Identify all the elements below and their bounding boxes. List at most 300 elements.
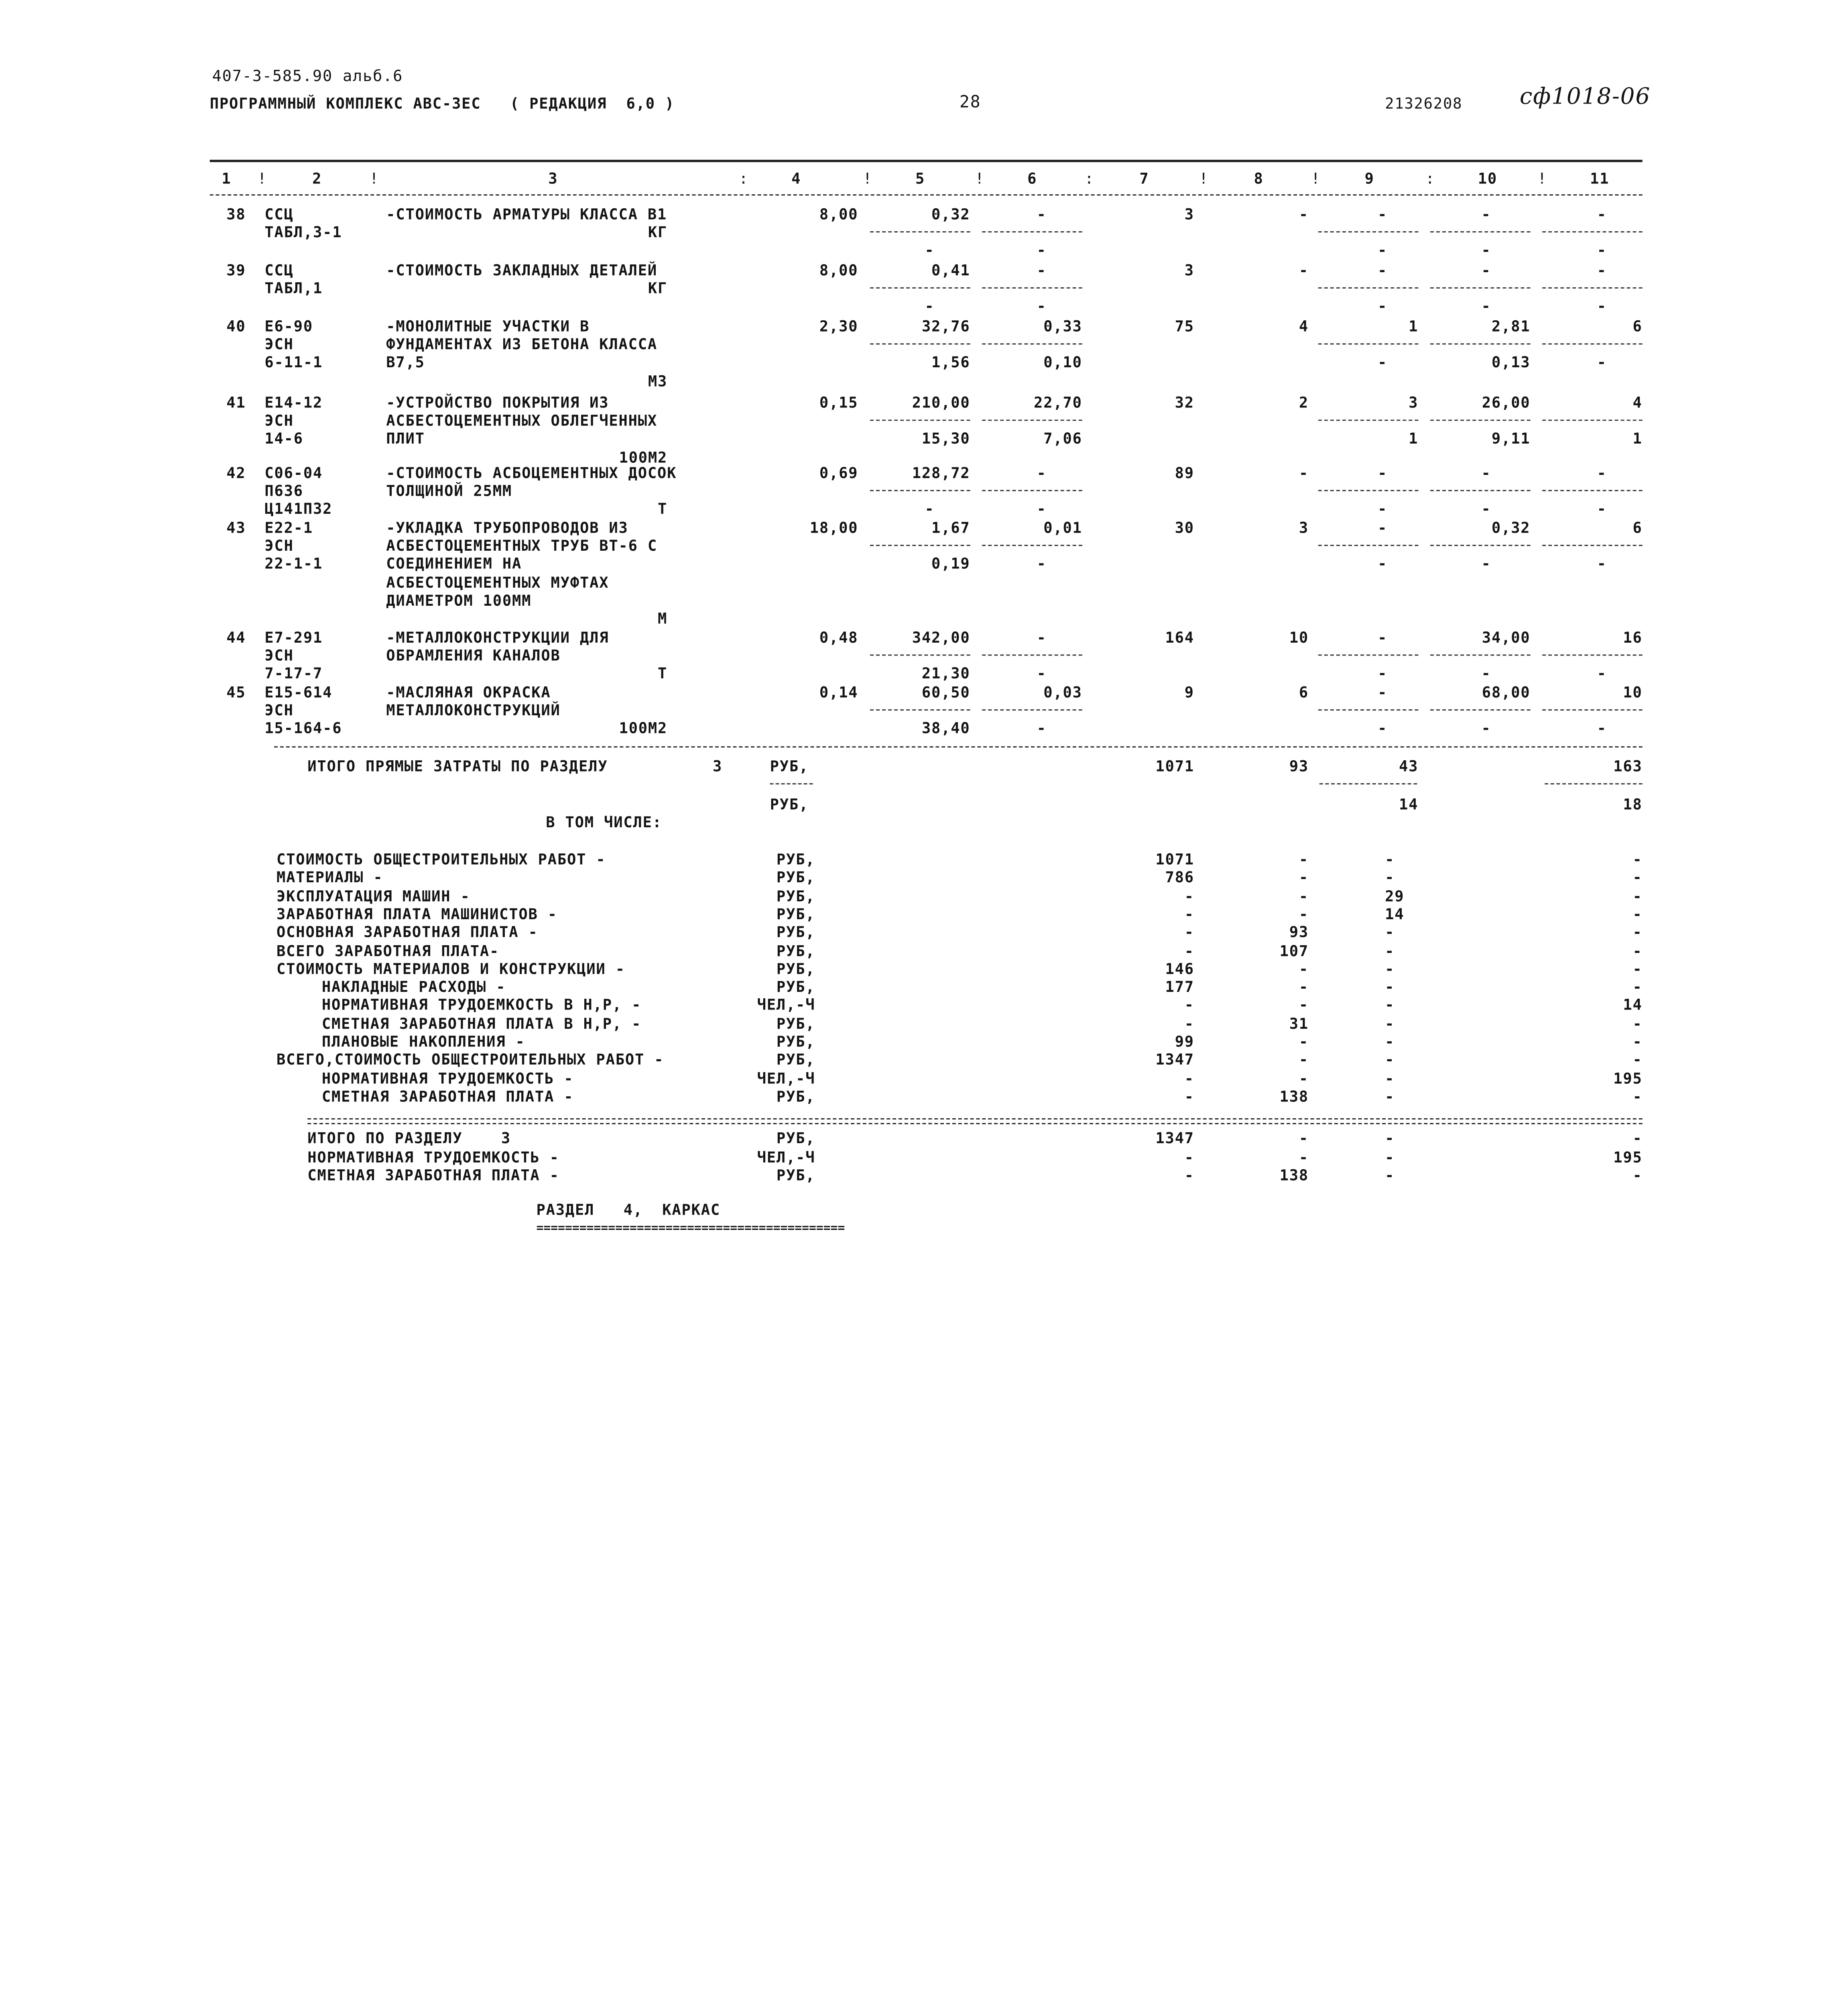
summary-unit: РУБ, xyxy=(776,1032,815,1050)
item-c8: - xyxy=(1299,464,1309,482)
cell-divider xyxy=(982,490,1082,491)
item-c6: 22,70 xyxy=(1034,393,1082,411)
item-c5: 1,67 xyxy=(931,518,970,537)
summary-c11: - xyxy=(1633,959,1643,977)
next-section-underline: =========================================== xyxy=(536,1222,845,1235)
program-title: ПРОГРАММНЫЙ КОМПЛЕКС АВС-3ЕС ( РЕДАКЦИЯ 6,0 ) xyxy=(209,94,675,112)
column-header-4: 4 xyxy=(791,169,801,187)
summary-unit: РУБ, xyxy=(776,886,815,905)
item-c6-2: - xyxy=(1037,719,1047,737)
summary-c11: - xyxy=(1633,1050,1643,1069)
column-separator: ! xyxy=(1311,169,1321,187)
item-c5: 32,76 xyxy=(921,317,970,335)
column-separator: ! xyxy=(1537,169,1547,187)
cell-divider xyxy=(1318,545,1418,546)
item-unit: КГ xyxy=(648,279,668,297)
summary-c8: - xyxy=(1299,868,1309,886)
summary-c9: - xyxy=(1385,868,1395,886)
item-number: 40 xyxy=(226,317,246,335)
item-code: ТАБЛ,1 xyxy=(264,279,323,297)
summary-c8: - xyxy=(1299,1069,1309,1087)
item-code: ЭСН xyxy=(264,646,294,664)
section-total-c8: - xyxy=(1299,1129,1309,1147)
direct-total-c8: 93 xyxy=(1289,757,1309,775)
summary-c7: - xyxy=(1184,923,1194,941)
handwritten-reference: сф1018-06 xyxy=(1519,83,1651,110)
column-header-2: 2 xyxy=(312,169,322,187)
item-c8: - xyxy=(1299,261,1309,279)
item-c6: - xyxy=(1037,628,1047,646)
item-c11-2: - xyxy=(1597,664,1607,683)
summary-unit: РУБ, xyxy=(776,941,815,959)
item-c10-2: - xyxy=(1481,555,1491,573)
item-unit: КГ xyxy=(648,223,668,241)
item-unit: Т xyxy=(658,664,668,683)
item-c9-2: - xyxy=(1378,555,1388,573)
item-name: ФУНДАМЕНТАХ ИЗ БЕТОНА КЛАССА xyxy=(386,335,658,353)
summary-c11: - xyxy=(1633,850,1643,868)
item-c11: 10 xyxy=(1623,683,1643,701)
item-name: ДИАМЕТРОМ 100ММ xyxy=(386,591,532,609)
summary-label: МАТЕРИАЛЫ - xyxy=(276,868,383,886)
summary-c7: 146 xyxy=(1165,959,1194,977)
item-code: ССЦ xyxy=(264,261,294,279)
summary-label: СТОИМОСТЬ ОБЩЕСТРОИТЕЛЬНЫХ РАБОТ - xyxy=(276,850,606,868)
column-separator: ! xyxy=(369,169,379,187)
item-name: ОБРАМЛЕНИЯ КАНАЛОВ xyxy=(386,646,561,664)
item-c11-2: 1 xyxy=(1633,429,1643,448)
summary-c8: - xyxy=(1299,959,1309,977)
summary-c11: - xyxy=(1633,886,1643,905)
summary-label: НАКЛАДНЫЕ РАСХОДЫ - xyxy=(321,977,506,996)
item-c10: - xyxy=(1481,205,1491,223)
item-c11-2: - xyxy=(1597,241,1607,259)
summary-unit: РУБ, xyxy=(776,977,815,996)
item-c10-2: - xyxy=(1481,297,1491,316)
summary-unit: ЧЕЛ,-Ч xyxy=(757,1069,815,1087)
summary-unit: РУБ, xyxy=(776,1014,815,1032)
item-c10-2: - xyxy=(1481,500,1491,518)
cell-divider xyxy=(1542,420,1642,421)
item-c10-2: 9,11 xyxy=(1491,429,1531,448)
item-c9: - xyxy=(1378,683,1388,701)
cell-divider xyxy=(1542,232,1642,233)
summary-c9: - xyxy=(1385,1032,1395,1050)
item-c10: 2,81 xyxy=(1491,317,1531,335)
item-c6: 0,01 xyxy=(1043,518,1082,537)
cell-divider xyxy=(1318,420,1418,421)
summary-c11: - xyxy=(1633,868,1643,886)
section-total-c11: - xyxy=(1633,1166,1643,1184)
item-c10: - xyxy=(1481,261,1491,279)
item-c5-2: - xyxy=(925,500,935,518)
summary-unit: РУБ, xyxy=(776,959,815,977)
item-c6-2: 0,10 xyxy=(1043,353,1082,371)
item-c10: - xyxy=(1481,464,1491,482)
item-c9-2: 1 xyxy=(1409,429,1419,448)
item-code: 14-6 xyxy=(264,429,303,448)
item-code: Е7-291 xyxy=(264,628,323,646)
item-c5: 342,00 xyxy=(912,628,970,646)
cell-divider xyxy=(982,232,1082,233)
summary-label: СТОИМОСТЬ МАТЕРИАЛОВ И КОНСТРУКЦИИ - xyxy=(276,959,625,977)
item-unit: М xyxy=(658,609,668,627)
item-c11-2: - xyxy=(1597,500,1607,518)
summary-unit: РУБ, xyxy=(776,850,815,868)
summary-c7: 1347 xyxy=(1155,1050,1194,1069)
item-code: П636 xyxy=(264,482,303,500)
item-code: ЭСН xyxy=(264,411,294,429)
column-separator: ! xyxy=(1199,169,1209,187)
item-c8: 4 xyxy=(1299,317,1309,335)
direct-total-section: 3 xyxy=(713,757,723,775)
cell-divider xyxy=(1318,490,1418,491)
item-c4: 8,00 xyxy=(819,205,858,223)
summary-c8: 107 xyxy=(1279,941,1309,959)
summary-c11: - xyxy=(1633,1014,1643,1032)
item-c9-2: - xyxy=(1378,664,1388,683)
item-c6-2: - xyxy=(1037,241,1047,259)
summary-label: ЗАРАБОТНАЯ ПЛАТА МАШИНИСТОВ - xyxy=(276,904,557,923)
column-separator: : xyxy=(1084,169,1094,187)
summary-c8: - xyxy=(1299,1032,1309,1050)
item-c7: 164 xyxy=(1165,628,1194,646)
cell-divider xyxy=(982,344,1082,345)
next-section-title: РАЗДЕЛ 4, КАРКАС xyxy=(536,1200,721,1219)
cell-divider xyxy=(1430,287,1530,289)
summary-c11: - xyxy=(1633,1032,1643,1050)
summary-c11: - xyxy=(1633,1087,1643,1105)
summary-c7: 1071 xyxy=(1155,850,1194,868)
summary-c9: - xyxy=(1385,996,1395,1014)
summary-c7: 99 xyxy=(1175,1032,1194,1050)
item-c7: 89 xyxy=(1175,464,1194,482)
cell-divider xyxy=(1542,344,1642,345)
item-c5: 0,41 xyxy=(931,261,970,279)
item-unit: 100М2 xyxy=(619,719,668,737)
column-header-5: 5 xyxy=(915,169,925,187)
summary-c8: - xyxy=(1299,996,1309,1014)
item-c5-2: 38,40 xyxy=(921,719,970,737)
item-c5: 210,00 xyxy=(912,393,970,411)
summary-label: ВСЕГО,СТОИМОСТЬ ОБЩЕСТРОИТЕЛЬНЫХ РАБОТ - xyxy=(276,1050,664,1069)
item-c4: 18,00 xyxy=(809,518,858,537)
cell-divider xyxy=(1318,710,1418,711)
cell-divider xyxy=(870,490,970,491)
items-end-rule xyxy=(274,746,1643,747)
item-c9: - xyxy=(1378,205,1388,223)
document-code: 21326208 xyxy=(1385,94,1463,112)
summary-c8: - xyxy=(1299,904,1309,923)
item-c4: 2,30 xyxy=(819,317,858,335)
cell-divider xyxy=(1542,490,1642,491)
section-total-label: ИТОГО ПО РАЗДЕЛУ 3 xyxy=(307,1129,511,1147)
summary-c9: 29 xyxy=(1385,886,1405,905)
item-c9-2: - xyxy=(1378,500,1388,518)
item-c9-2: - xyxy=(1378,241,1388,259)
column-header-9: 9 xyxy=(1364,169,1374,187)
item-c10: 34,00 xyxy=(1482,628,1531,646)
cell-divider xyxy=(1430,490,1530,491)
item-number: 41 xyxy=(226,393,246,411)
cell-divider xyxy=(1542,287,1642,289)
item-c7: 30 xyxy=(1175,518,1194,537)
item-c7: 32 xyxy=(1175,393,1194,411)
item-code: С06-04 xyxy=(264,464,323,482)
section-total-unit: РУБ, xyxy=(776,1166,815,1184)
cell-divider xyxy=(870,420,970,421)
item-name: АСБЕСТОЦЕМЕНТНЫХ ОБЛЕГЧЕННЫХ xyxy=(386,411,658,429)
summary-c9: - xyxy=(1385,977,1395,996)
item-c9: - xyxy=(1378,628,1388,646)
item-c10: 0,32 xyxy=(1491,518,1531,537)
cell-divider xyxy=(1430,232,1530,233)
direct-total-c11: 163 xyxy=(1613,757,1643,775)
cell-divider xyxy=(1318,232,1418,233)
item-name: -УКЛАДКА ТРУБОПРОВОДОВ ИЗ xyxy=(386,518,628,537)
item-c8: 2 xyxy=(1299,393,1309,411)
section-total-c8: - xyxy=(1299,1147,1309,1166)
item-c9: - xyxy=(1378,464,1388,482)
cell-divider xyxy=(870,232,970,233)
item-c8: 6 xyxy=(1299,683,1309,701)
summary-label: СМЕТНАЯ ЗАРАБОТНАЯ ПЛАТА - xyxy=(321,1087,574,1105)
cell-divider xyxy=(982,710,1082,711)
summary-c11: - xyxy=(1633,923,1643,941)
item-unit: 100М2 xyxy=(619,448,668,466)
cell-divider xyxy=(982,655,1082,656)
section-total-top-rule-2 xyxy=(307,1123,1642,1124)
item-code: ЭСН xyxy=(264,537,294,555)
item-c9: - xyxy=(1378,261,1388,279)
item-unit: М3 xyxy=(648,371,668,389)
column-header-8: 8 xyxy=(1254,169,1264,187)
item-c5-2: 21,30 xyxy=(921,664,970,683)
item-c8: 3 xyxy=(1299,518,1309,537)
summary-c8: 93 xyxy=(1289,923,1309,941)
item-c11: - xyxy=(1597,261,1607,279)
section-total-c11: 195 xyxy=(1613,1147,1643,1166)
section-total-unit: РУБ, xyxy=(776,1129,815,1147)
item-code: ЭСН xyxy=(264,701,294,719)
cell-divider xyxy=(1430,344,1530,345)
column-header-10: 10 xyxy=(1478,169,1498,187)
item-c10: 26,00 xyxy=(1482,393,1531,411)
item-code: 15-164-6 xyxy=(264,719,342,737)
column-header-11: 11 xyxy=(1590,169,1610,187)
cell-divider xyxy=(982,420,1082,421)
item-c7: 3 xyxy=(1184,205,1194,223)
item-c5-2: 0,19 xyxy=(931,555,970,573)
direct-total-c9: 43 xyxy=(1399,757,1419,775)
item-c10-2: - xyxy=(1481,719,1491,737)
cell-divider xyxy=(870,344,970,345)
column-separator: : xyxy=(1425,169,1435,187)
item-c6: - xyxy=(1037,464,1047,482)
summary-c8: 31 xyxy=(1289,1014,1309,1032)
item-c11-2: - xyxy=(1597,297,1607,316)
summary-c7: 177 xyxy=(1165,977,1194,996)
item-number: 42 xyxy=(226,464,246,482)
item-c11: 4 xyxy=(1633,393,1643,411)
section-total-c9: - xyxy=(1385,1166,1395,1184)
cell-divider xyxy=(1430,655,1530,656)
item-name: СОЕДИНЕНИЕМ НА xyxy=(386,555,522,573)
item-name: -СТОИМОСТЬ ЗАКЛАДНЫХ ДЕТАЛЕЙ xyxy=(386,261,658,279)
item-code: 7-17-7 xyxy=(264,664,323,683)
summary-c11: - xyxy=(1633,941,1643,959)
summary-label: ЭКСПЛУАТАЦИЯ МАШИН - xyxy=(276,886,470,905)
item-name: -СТОИМОСТЬ АСБОЦЕМЕНТНЫХ ДОСОК xyxy=(386,464,677,482)
item-c5: 0,32 xyxy=(931,205,970,223)
item-name: АСБЕСТОЦЕМЕНТНЫХ МУФТАХ xyxy=(386,573,609,591)
section-total-c7: 1347 xyxy=(1155,1129,1194,1147)
summary-unit: ЧЕЛ,-Ч xyxy=(757,996,815,1014)
item-name: -МЕТАЛЛОКОНСТРУКЦИИ ДЛЯ xyxy=(386,628,609,646)
column-separator: ! xyxy=(863,169,873,187)
cell-divider xyxy=(982,545,1082,546)
summary-c8: - xyxy=(1299,1050,1309,1069)
direct-total-c7: 1071 xyxy=(1155,757,1194,775)
item-name: -УСТРОЙСТВО ПОКРЫТИЯ ИЗ xyxy=(386,393,609,411)
section-total-c7: - xyxy=(1184,1147,1194,1166)
item-c10-2: 0,13 xyxy=(1491,353,1531,371)
item-number: 43 xyxy=(226,518,246,537)
item-c11: 6 xyxy=(1633,317,1643,335)
summary-label: ВСЕГО ЗАРАБОТНАЯ ПЛАТА- xyxy=(276,941,500,959)
item-number: 39 xyxy=(226,261,246,279)
cell-divider xyxy=(1318,287,1418,289)
item-c10-2: - xyxy=(1481,664,1491,683)
item-name: -МАСЛЯНАЯ ОКРАСКА xyxy=(386,683,551,701)
summary-label: НОРМАТИВНАЯ ТРУДОЕМКОСТЬ В Н,Р, - xyxy=(321,996,642,1014)
item-c11: 6 xyxy=(1633,518,1643,537)
summary-unit: РУБ, xyxy=(776,904,815,923)
summary-c7: - xyxy=(1184,1069,1194,1087)
summary-c7: - xyxy=(1184,886,1194,905)
item-c6: 0,33 xyxy=(1043,317,1082,335)
summary-c8: - xyxy=(1299,850,1309,868)
item-c11: - xyxy=(1597,205,1607,223)
item-c5: 60,50 xyxy=(921,683,970,701)
item-number: 44 xyxy=(226,628,246,646)
item-c8: 10 xyxy=(1289,628,1309,646)
section-total-c8: 138 xyxy=(1279,1166,1309,1184)
item-unit: Т xyxy=(658,500,668,518)
item-code: ЭСН xyxy=(264,335,294,353)
summary-label: СМЕТНАЯ ЗАРАБОТНАЯ ПЛАТА В Н,Р, - xyxy=(321,1014,642,1032)
item-c5-2: 1,56 xyxy=(931,353,970,371)
section-total-top-rule xyxy=(307,1118,1642,1120)
summary-c9: - xyxy=(1385,923,1395,941)
summary-c9: 14 xyxy=(1385,904,1405,923)
cell-divider xyxy=(1430,420,1530,421)
album-reference: 407-3-585.90 альб.6 xyxy=(212,68,403,86)
summary-c8: - xyxy=(1299,977,1309,996)
summary-c8: 138 xyxy=(1279,1087,1309,1105)
column-separator: ! xyxy=(257,169,267,187)
cell-divider xyxy=(1318,344,1418,345)
column-header-rule xyxy=(210,194,1643,195)
item-c7: 9 xyxy=(1184,683,1194,701)
summary-c9: - xyxy=(1385,1087,1395,1105)
column-separator: ! xyxy=(975,169,985,187)
item-c6-2: - xyxy=(1037,297,1047,316)
table-top-rule xyxy=(210,160,1643,162)
item-c11: - xyxy=(1597,464,1607,482)
direct-total-label: ИТОГО ПРЯМЫЕ ЗАТРАТЫ ПО РАЗДЕЛУ xyxy=(307,757,608,775)
item-c5: 128,72 xyxy=(912,464,970,482)
item-c4: 8,00 xyxy=(819,261,858,279)
column-header-3: 3 xyxy=(548,169,558,187)
direct-total-c9-rule xyxy=(1319,783,1417,784)
item-c6-2: 7,06 xyxy=(1043,429,1082,448)
item-c4: 0,14 xyxy=(819,683,858,701)
summary-c7: 786 xyxy=(1165,868,1194,886)
summary-c9: - xyxy=(1385,1050,1395,1069)
item-c9-2: - xyxy=(1378,719,1388,737)
section-total-c9: - xyxy=(1385,1147,1395,1166)
item-name: МЕТАЛЛОКОНСТРУКЦИЙ xyxy=(386,701,561,719)
page-number: 28 xyxy=(959,93,981,112)
section-total-label: НОРМАТИВНАЯ ТРУДОЕМКОСТЬ - xyxy=(307,1147,559,1166)
item-c11: 16 xyxy=(1623,628,1643,646)
direct-total-unit-rule xyxy=(770,783,813,784)
summary-c11: 14 xyxy=(1623,996,1643,1014)
column-separator: : xyxy=(739,169,749,187)
section-total-c11: - xyxy=(1633,1129,1643,1147)
item-c9: - xyxy=(1378,518,1388,537)
item-c6: - xyxy=(1037,205,1047,223)
item-name: АСБЕСТОЦЕМЕНТНЫХ ТРУБ ВТ-6 С xyxy=(386,537,658,555)
item-c6-2: - xyxy=(1037,555,1047,573)
item-c4: 0,69 xyxy=(819,464,858,482)
summary-unit: РУБ, xyxy=(776,868,815,886)
summary-label: ОСНОВНАЯ ЗАРАБОТНАЯ ПЛАТА - xyxy=(276,923,538,941)
item-c10: 68,00 xyxy=(1482,683,1531,701)
item-code: Ц141П32 xyxy=(264,500,333,518)
item-c11-2: - xyxy=(1597,719,1607,737)
section-total-unit: ЧЕЛ,-Ч xyxy=(757,1147,815,1166)
item-c6-2: - xyxy=(1037,500,1047,518)
summary-c7: - xyxy=(1184,904,1194,923)
item-name: ТОЛЩИНОЙ 25ММ xyxy=(386,482,512,500)
summary-unit: РУБ, xyxy=(776,1087,815,1105)
cell-divider xyxy=(1542,545,1642,546)
cell-divider xyxy=(982,287,1082,289)
summary-c9: - xyxy=(1385,1069,1395,1087)
summary-c7: - xyxy=(1184,941,1194,959)
including-label: В ТОМ ЧИСЛЕ: xyxy=(546,813,662,831)
cell-divider xyxy=(870,710,970,711)
item-code: ТАБЛ,3-1 xyxy=(264,223,342,241)
cell-divider xyxy=(1430,545,1530,546)
column-header-7: 7 xyxy=(1139,169,1149,187)
item-code: Е6-90 xyxy=(264,317,313,335)
item-c9: 3 xyxy=(1409,393,1419,411)
direct-total-c11-rule xyxy=(1545,783,1643,784)
item-c6-2: - xyxy=(1037,664,1047,683)
cell-divider xyxy=(870,655,970,656)
summary-c7: - xyxy=(1184,1087,1194,1105)
summary-c8: - xyxy=(1299,886,1309,905)
item-c7: 75 xyxy=(1175,317,1194,335)
item-c5-2: 15,30 xyxy=(921,429,970,448)
item-c9-2: - xyxy=(1378,353,1388,371)
item-c5-2: - xyxy=(925,297,935,316)
item-name: В7,5 xyxy=(386,353,425,371)
column-header-6: 6 xyxy=(1027,169,1037,187)
